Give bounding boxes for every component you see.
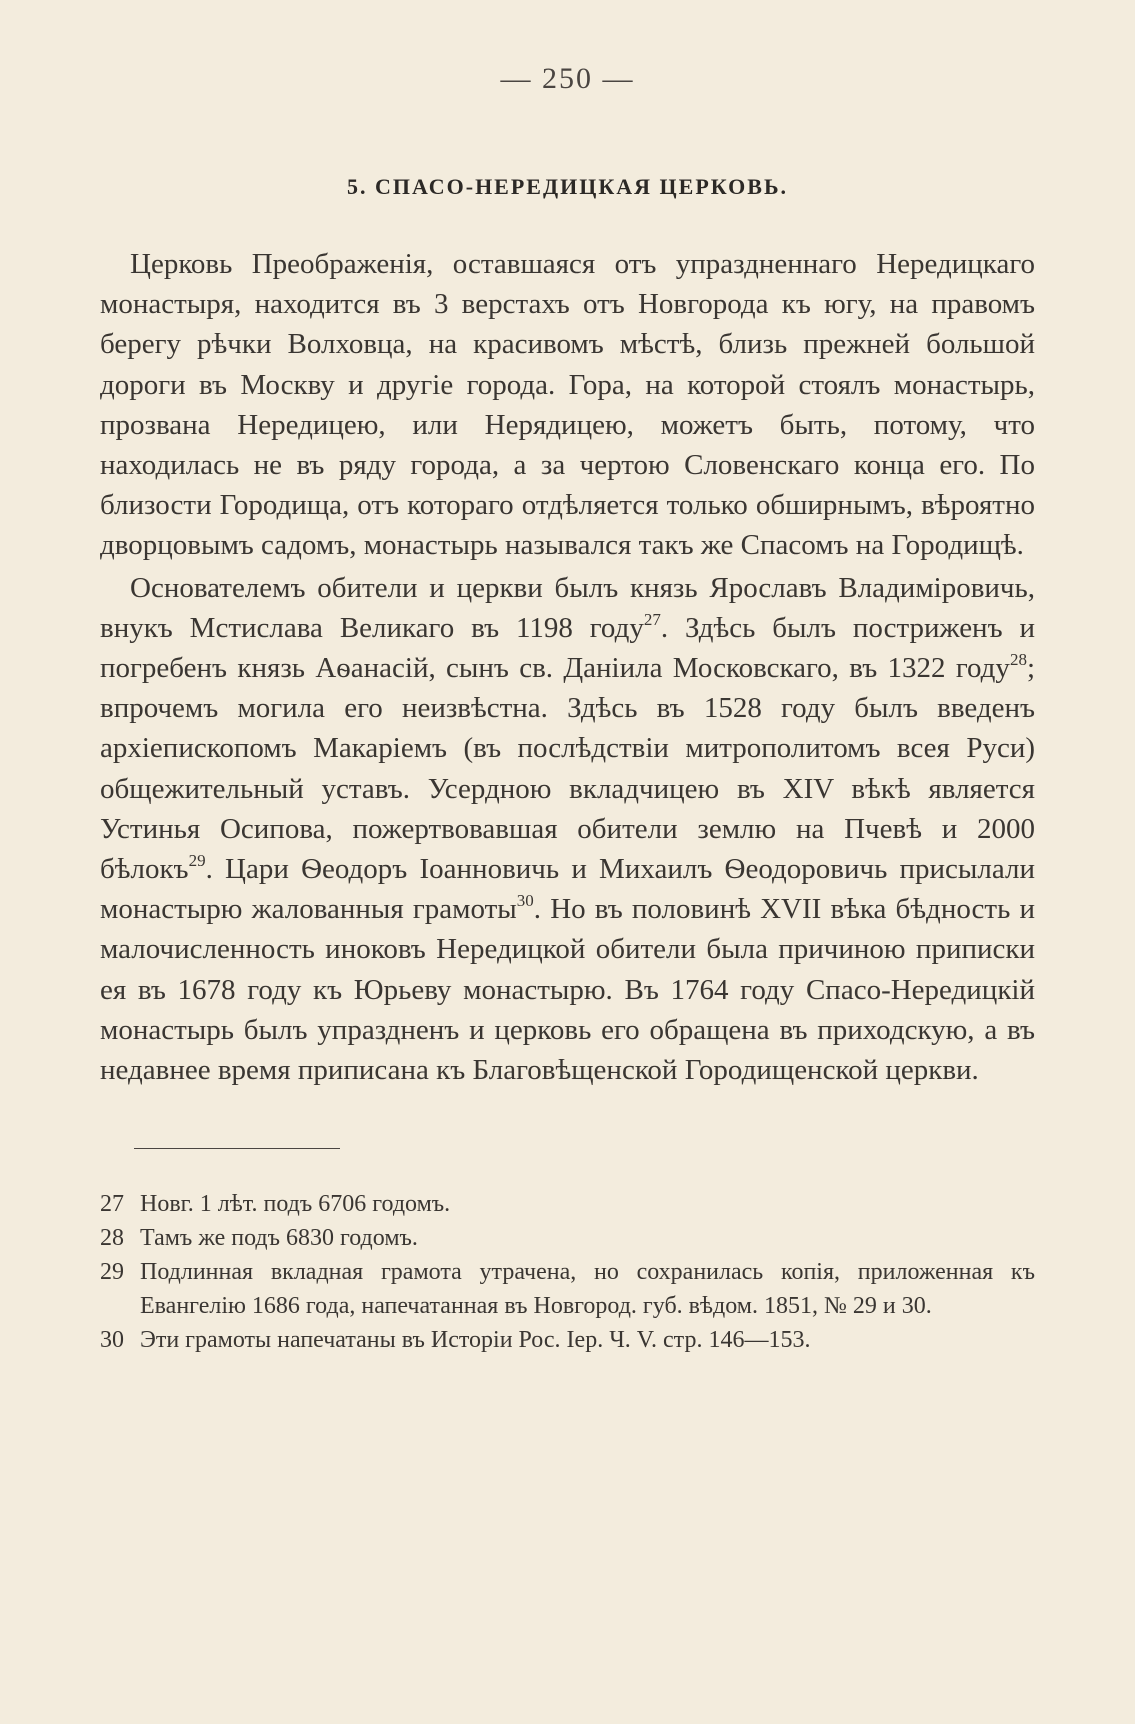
body-text (100, 244, 1035, 1090)
paragraph-text-segment: . Здѣсь былъ постриженъ и погребенъ князь Аѳанасій, сынъ св. Даніила Московскаго, въ 1322 году (100, 611, 1035, 685)
paragraph-1: Церковь Преображенія, оставшаяся отъ упраздненнаго Нередицкаго монастыря, находится въ 3 верстахъ отъ Новгорода къ югу, на правомъ берегу рѣчки Волховца, на красивомъ мѣстѣ, близь прежней большой дороги въ Москву и другіе города. Гора, на которой стоялъ монастырь, прозвана Нередицею, или Нерядицею, можетъ быть, потому, что находилась не въ ряду города, а за чертою Словенскаго конца его. По близости Городища, отъ котораго отдѣляется только обширнымъ, вѣроятно дворцовымъ садомъ, монастырь назывался такъ же Спасомъ на Городищѣ. (100, 248, 1035, 562)
footnote-item (100, 1323, 1035, 1357)
footnotes (100, 1187, 1035, 1357)
paragraph-text-segment: . Цари Ѳеодоръ Іоанновичь и Михаилъ Ѳеодоровичь присылали монастырю жалованныя грамоты (100, 853, 1035, 926)
footnote-text: Подлинная вкладная грамота утрачена, но сохранилась копія, приложенная къ Евангелію 1686 года, напечатанная въ Новгород. губ. вѣдом. 1851, № 29 и 30. (140, 1259, 1035, 1320)
footnote-text: Тамъ же подъ 6830 годомъ. (140, 1225, 418, 1252)
paragraph-text-segment: . Но въ половинѣ XVII вѣка бѣдность и малочисленность иноковъ Нередицкой обители была причиною приписки ея въ 1678 году къ Юрьеву монастырю. Въ 1764 году Спасо-Нередицкій монастырь былъ упраздненъ и церковь его обращена въ приходскую, а въ недавнее время приписана къ Благовѣщенской Городищенской церкви. (100, 893, 1035, 1087)
footnote-number: 28 (100, 1225, 124, 1252)
footnote-text: Новг. 1 лѣт. подъ 6706 годомъ. (140, 1191, 451, 1218)
paragraph-2 (100, 568, 1035, 1091)
page-number: — 250 — (500, 62, 635, 95)
paragraph-text-segment: Основателемъ обители и церкви былъ князь Ярославъ Владиміровичь, внукъ Мстислава Великаго въ 1198 году (100, 571, 1035, 644)
footnote-ref: 27 (643, 609, 661, 629)
footnote-ref: 28 (1009, 650, 1027, 670)
footnote-item (100, 1221, 1035, 1255)
footnote-ref: 29 (188, 851, 206, 871)
footnote-item (100, 1187, 1035, 1221)
paragraph-text-segment: ; впрочемъ могила его неизвѣстна. Здѣсь въ 1528 году былъ введенъ архіепископомъ Макаріемъ (въ послѣдствіи митрополитомъ всея Руси) общежительный уставъ. Усердною вкладчицею въ XIV вѣкѣ является Устинья Осипова, пожертвовавшая обители землю на Пчевѣ и 2000 бѣлокъ (100, 652, 1035, 886)
footnote-item (100, 1255, 1035, 1323)
footnote-ref: 30 (516, 891, 534, 911)
footnote-divider (134, 1148, 340, 1149)
section-title: 5. СПАСО-НЕРЕДИЦКАЯ ЦЕРКОВЬ. (346, 174, 789, 199)
footnote-number: 27 (100, 1191, 124, 1218)
footnote-number: 29 (100, 1259, 124, 1286)
footnote-text: Эти грамоты напечатаны въ Исторіи Рос. Іер. Ч. V. стр. 146—153. (140, 1327, 811, 1354)
footnote-number: 30 (100, 1327, 124, 1354)
